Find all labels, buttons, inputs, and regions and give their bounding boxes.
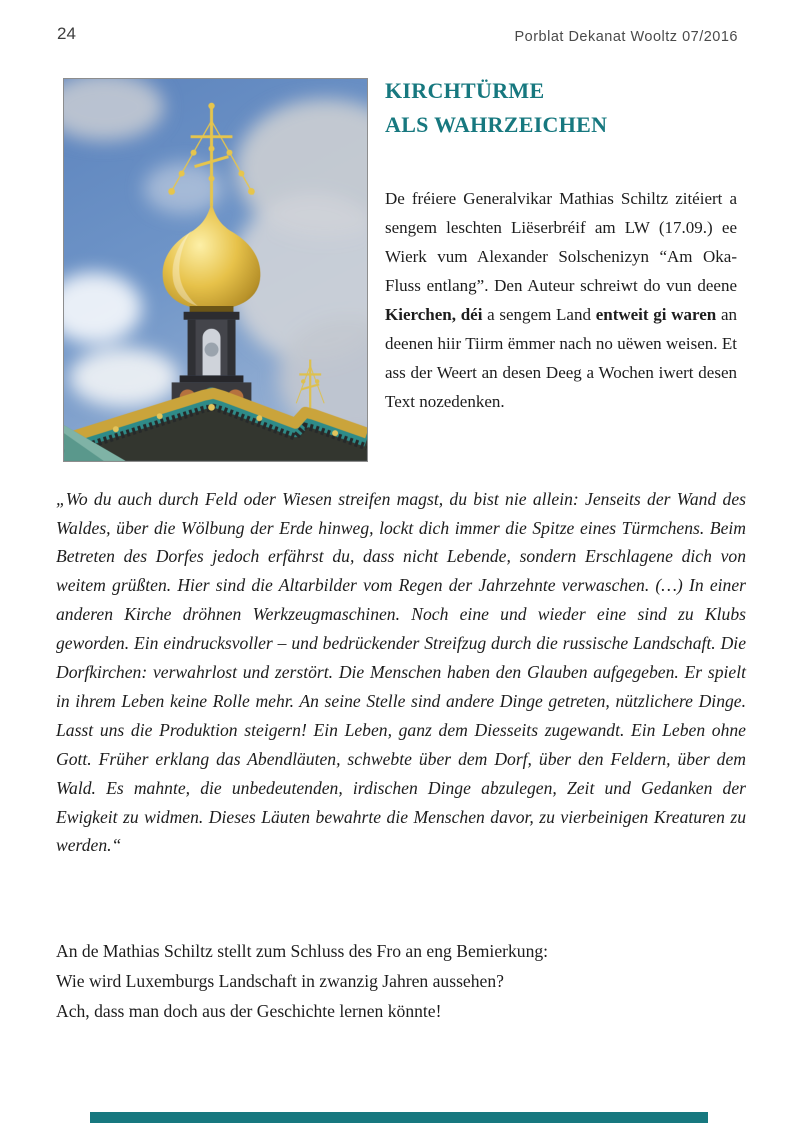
church-tower-photo — [63, 78, 368, 462]
intro-bold-2: entweit gi waren — [595, 305, 717, 324]
intro-text-3: an deenen hiir Tiirm ëmmer nach no uëwen weisen. Et ass der Weert an desen Deeg a Wochen iwert desen Text nozedenken. — [385, 305, 738, 411]
footer-accent-bar — [90, 1112, 708, 1123]
tower-drum — [180, 312, 244, 383]
church-tower-illustration — [64, 79, 367, 461]
article-title-line2: ALS WAHRZEICHEN — [385, 112, 608, 137]
intro-paragraph — [385, 184, 737, 416]
closing-line-2: Wie wird Luxemburgs Landschaft in zwanzig Jahren aussehen? — [56, 971, 504, 991]
quote-paragraph: „Wo du auch durch Feld oder Wiesen streifen magst, du bist nie allein: Jenseits der Wand des Waldes, über die Wölbung der Erde hinweg, lockt dich immer die Spitze eines Türmchens. Beim Betreten des Dorfes jedoch erfährst du, dass nicht Lebende, sondern Erschlagene dich von weitem grüßten. Hier sind die Altarbilder vom Regen der Jahrzehnte verwaschen. (…) In einer anderen Kirche dröhnen Werkzeugmaschinen. Noch eine und wieder eine sind zu Klubs geworden. Ein eindrucksvoller – und bedrückender Streifzug durch die russische Landschaft. Die Dorfkirchen: verwahrlost und zerstört. Die Menschen haben den Glauben aufgegeben. Er spielt in ihrem Leben keine Rolle mehr. An seine Stelle sind andere Dinge getreten, nützlichere Dinge. Lasst uns die Produktion steigern! Ein Leben, ganz dem Diesseits zugewandt. Ein Leben ohne Gott. Früher erklang das Abendläuten, schwebte über dem Dorf, über den Feldern, über dem Wald. Es mahnte, die unbedeutenden, irdischen Dinge abzulegen, Zeit und Gedanken der Ewigkeit zu widmen. Dieses Läuten bewahrte die Menschen davor, zu vierbeinigen Kreaturen zu werden.“ — [56, 488, 746, 856]
article-title — [385, 74, 745, 142]
intro-text-1: De fréiere Generalvikar Mathias Schiltz zitéiert a sengem leschten Liëserbréif am LW (17.09.) ee Wierk vum Alexander Solschenizyn “Am Oka-Fluss entlang”. Den Auteur schreiwt do vun deene — [385, 189, 737, 295]
masthead-title: Porblat Dekanat Wooltz 07/2016 — [514, 29, 738, 45]
intro-text-2: a sengem Land — [482, 305, 596, 324]
closing-paragraph — [56, 936, 746, 1026]
closing-line-3: Ach, dass man doch aus der Geschichte lernen könnte! — [56, 1001, 442, 1021]
closing-line-1: An de Mathias Schiltz stellt zum Schluss des Fro an eng Bemierkung: — [56, 941, 549, 961]
page-number: 24 — [57, 24, 76, 43]
intro-bold-1: Kierchen, déi — [385, 305, 483, 324]
article-title-line1: KIRCHTÜRME — [385, 78, 545, 103]
